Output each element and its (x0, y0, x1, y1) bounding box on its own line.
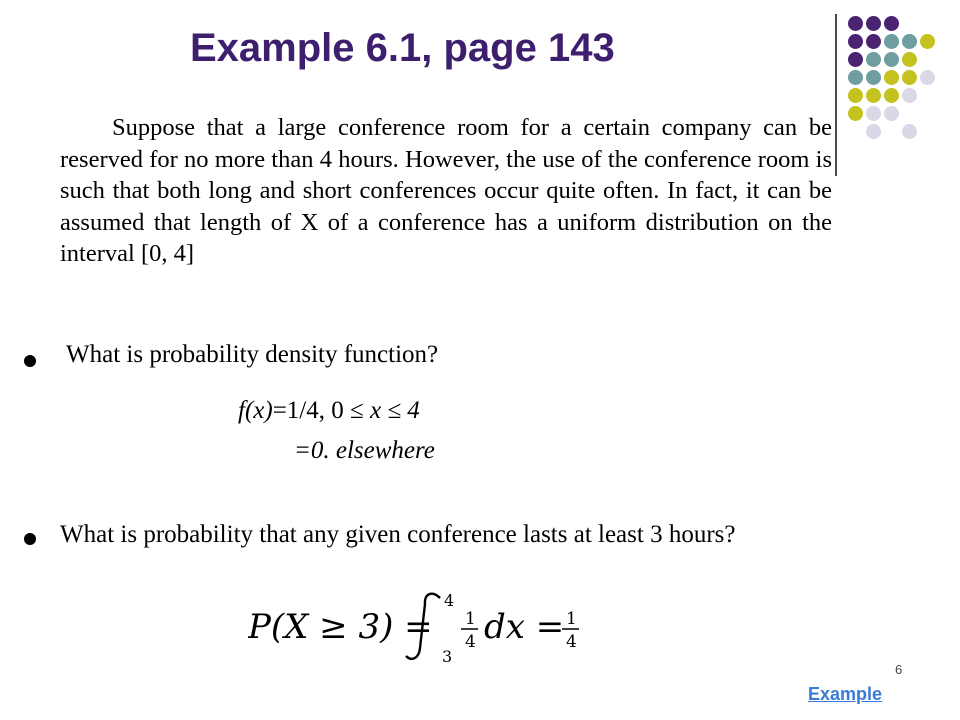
problem-paragraph: Suppose that a large conference room for a certain company can be reserved for no more than 4 hours. However, the use of the conference room is such that both long and short conferences occur quite often. In fact, it can be assumed that length of X of a conference has a uniform distribution on the interval [0, 4] (60, 114, 832, 267)
fraction-denominator: 4 (465, 632, 476, 652)
probability-equation (248, 590, 608, 666)
result-denominator: 4 (566, 632, 577, 652)
differential: dx = (484, 607, 565, 647)
fraction-numerator: 1 (465, 609, 476, 629)
dot (884, 16, 899, 31)
dot (848, 34, 863, 49)
integral-upper-limit: 4 (444, 591, 455, 610)
dot (902, 70, 917, 85)
bullet-dot (24, 533, 36, 545)
vertical-divider (835, 14, 837, 176)
dot (884, 52, 899, 67)
dot (848, 16, 863, 31)
dot (920, 70, 935, 85)
example-link[interactable]: Example (808, 684, 883, 704)
question-pdf: What is probability density function? (66, 341, 439, 368)
pdf-value: =1/4, 0 ≤ (272, 397, 370, 424)
pdf-function-label: f(x) (238, 397, 273, 424)
dot (902, 88, 917, 103)
result-numerator: 1 (566, 609, 577, 629)
dot (866, 52, 881, 67)
dot (848, 70, 863, 85)
dot (848, 52, 863, 67)
dot (848, 106, 863, 121)
dot (866, 124, 881, 139)
dot (866, 16, 881, 31)
dot (866, 88, 881, 103)
dot (866, 106, 881, 121)
pdf-formula-line2: =0. elsewhere (294, 437, 435, 464)
integral-lower-limit: 3 (442, 647, 453, 666)
dot (902, 52, 917, 67)
question-probability: What is probability that any given conference lasts at least 3 hours? (60, 521, 736, 548)
dot (902, 34, 917, 49)
equation-lhs: P(X ≥ 3) = (248, 607, 433, 647)
dot (920, 34, 935, 49)
pdf-formula-line1 (238, 397, 420, 425)
dot (866, 70, 881, 85)
dot (884, 34, 899, 49)
dot (884, 106, 899, 121)
dot (848, 88, 863, 103)
dot (902, 124, 917, 139)
slide-title: Example 6.1, page 143 (190, 26, 615, 70)
decorative-dot-grid (848, 16, 938, 142)
dot (884, 70, 899, 85)
bullet-dot (24, 355, 36, 367)
dot (866, 34, 881, 49)
page-number: 6 (895, 662, 903, 677)
dot (884, 88, 899, 103)
pdf-interval: x ≤ 4 (369, 397, 420, 424)
